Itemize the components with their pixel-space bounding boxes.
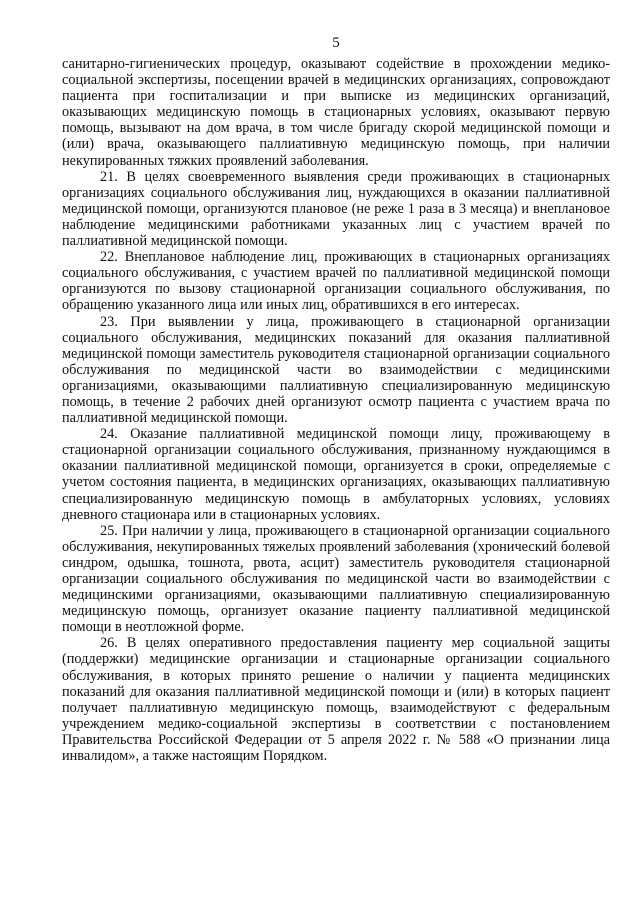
paragraph-24: 24. Оказание паллиативной медицинской помощи лицу, проживающему в стационарной организации социального обслуживания, признанному нуждающимся в оказании паллиативной медицинской помощи, организуется в сроки, определяемые с учетом состояния пациента, в медицинских организациях, оказывающих паллиативную специализированную медицинскую помощь в амбулаторных условиях, условиях дневного стационара или в стационарных условиях. (62, 426, 610, 523)
paragraph-25: 25. При наличии у лица, проживающего в стационарной организации социального обслуживания, некупированных тяжелых проявлений заболевания (хронический болевой синдром, одышка, тошнота, рвота, асцит) заместитель руководителя стационарной организации социального обслуживания по медицинской части во взаимодействии с медицинскими организациями, оказывающими паллиативную специализированную медицинскую помощь, организует оказание пациенту паллиативной медицинской помощи в неотложной форме. (62, 522, 610, 636)
page-number: 5 (332, 35, 340, 51)
paragraph-21: 21. В целях своевременного выявления среди проживающих в стационарных организациях социального обслуживания лиц, нуждающихся в оказании паллиативной медицинской помощи, организуются плановое (не реже 1 раза в 3 месяца) и внеплановое наблюдение медицинскими работниками указанных лиц с участием врачей по паллиативной медицинской помощи. (62, 168, 610, 250)
paragraph-23: 23. При выявлении у лица, проживающего в стационарной организации социального обслуживания, медицинских показаний для оказания паллиативной медицинской помощи заместитель руководителя стационарной организации социального обслуживания по медицинской части во взаимодействии с медицинскими организациями, оказывающими паллиативную специализированную медицинскую помощь, в течение 2 рабочих дней организуют осмотр пациента с участием врача по паллиативной медицинской помощи. (62, 313, 610, 427)
paragraph-26: 26. В целях оперативного предоставления пациенту мер социальной защиты (поддержки) медицинские организации и стационарные организации социального обслуживания, в которых принято решение о наличии у пациента медицинских показаний для оказания паллиативной медицинской помощи и (или) в которых пациент получает паллиативную медицинскую помощь, взаимодействуют с федеральным учреждением медико-социальной экспертизы в соответствии с постановлением Правительства Российской Федерации от 5 апреля 2022 г. № 588 «О признании лица инвалидом», а также настоящим Порядком. (62, 635, 610, 765)
paragraph-continuation: санитарно-гигиенических процедур, оказывают содействие в прохождении медико-социальной экспертизы, посещении врачей в медицинских организациях, сопровождают пациента при госпитализации и при выписке из медицинских организаций, оказывающих медицинскую помощь в стационарных условиях, оказывают первую помощь, вызывают на дом врача, в том числе бригаду скорой медицинской помощи и (или) врача, оказывающего паллиативную медицинскую помощь, при наличии некупированных тяжких проявлений заболевания. (62, 56, 610, 169)
paragraph-22: 22. Внеплановое наблюдение лиц, проживающих в стационарных организациях социального обслуживания, с участием врачей по паллиативной медицинской помощи организуются по вызову стационарной организации социального обслуживания, по обращению указанного лица или иных лиц, обратившихся в его интересах. (62, 249, 610, 314)
